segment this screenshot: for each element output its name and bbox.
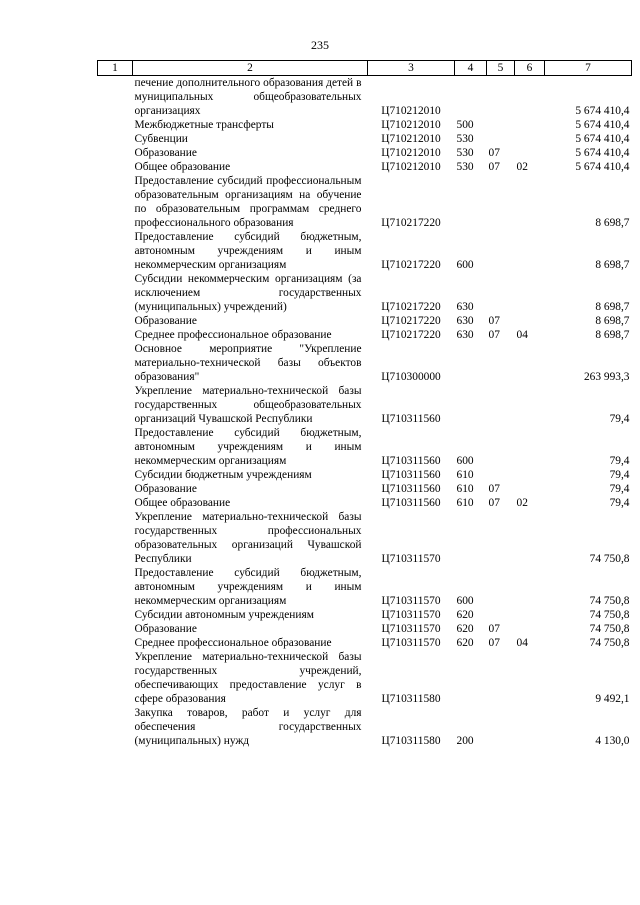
- row-name: Образование: [134, 623, 197, 635]
- budget-table: [97, 60, 632, 748]
- table-body: [98, 76, 632, 749]
- row-target-code: Ц710217220: [381, 329, 441, 341]
- row-expense-type: 630: [456, 301, 474, 313]
- row-amount: 79,4: [609, 497, 630, 509]
- row-amount: 74 750,8: [589, 595, 630, 607]
- row-amount: 79,4: [609, 413, 630, 425]
- row-target-code: Ц710212010: [381, 133, 441, 145]
- row-amount: 8 698,7: [595, 329, 630, 341]
- row-name: Среднее профессиональное образование: [134, 637, 332, 649]
- row-section: [487, 76, 515, 119]
- row-name: Образование: [134, 315, 197, 327]
- row-subsection: [515, 468, 545, 482]
- row-expense-type: [455, 510, 487, 566]
- row-section: 07: [488, 497, 500, 509]
- table-row: [98, 706, 632, 748]
- row-section: 07: [488, 161, 500, 173]
- row-target-code: Ц710212010: [381, 119, 441, 131]
- row-expense-type: 600: [456, 595, 474, 607]
- row-expense-type: 600: [456, 259, 474, 271]
- header-row: [98, 61, 632, 76]
- row-subsection: [515, 230, 545, 272]
- table-row: [98, 566, 632, 608]
- row-number-cell: [98, 384, 133, 426]
- row-subsection: [515, 314, 545, 328]
- row-name: Субсидии автономным учреждениям: [134, 609, 314, 621]
- header-col-6: 6: [515, 61, 545, 76]
- table-row: [98, 636, 632, 650]
- row-number-cell: [98, 650, 133, 706]
- row-name: Предоставление субсидий профессиональным образовательным организациям на обучение по образовательным программам среднего профессионального образования: [134, 175, 362, 229]
- row-section: [487, 118, 515, 132]
- row-section: [487, 566, 515, 608]
- row-subsection: [515, 510, 545, 566]
- row-name: Межбюджетные трансферты: [134, 119, 274, 131]
- row-section: 07: [488, 623, 500, 635]
- row-subsection: [515, 650, 545, 706]
- row-name: Укрепление материально-технической базы государственных учреждений, обеспечивающих предоставление услуг в сфере образования: [134, 651, 362, 705]
- row-number-cell: [98, 314, 133, 328]
- row-section: [487, 706, 515, 748]
- row-section: [487, 650, 515, 706]
- row-amount: 9 492,1: [595, 693, 630, 705]
- row-subsection: [515, 132, 545, 146]
- row-section: 07: [488, 329, 500, 341]
- table-row: [98, 76, 632, 119]
- row-amount: 5 674 410,4: [575, 119, 630, 131]
- header-col-5: 5: [487, 61, 515, 76]
- row-expense-type: 610: [456, 469, 474, 481]
- row-expense-type: 630: [456, 315, 474, 327]
- row-target-code: Ц710311560: [381, 483, 441, 495]
- row-number-cell: [98, 160, 133, 174]
- table-row: [98, 426, 632, 468]
- row-subsection: [515, 174, 545, 230]
- row-expense-type: 530: [456, 133, 474, 145]
- table-row: [98, 622, 632, 636]
- row-expense-type: 630: [456, 329, 474, 341]
- row-section: [487, 272, 515, 314]
- row-expense-type: [455, 76, 487, 119]
- row-number-cell: [98, 118, 133, 132]
- row-target-code: Ц710300000: [381, 371, 441, 383]
- row-amount: 8 698,7: [595, 217, 630, 229]
- row-amount: 8 698,7: [595, 259, 630, 271]
- header-col-2: 2: [133, 61, 368, 76]
- row-target-code: Ц710217220: [381, 259, 441, 271]
- row-amount: 74 750,8: [589, 553, 630, 565]
- table-header: [98, 61, 632, 76]
- table-row: [98, 650, 632, 706]
- row-section: [487, 384, 515, 426]
- row-expense-type: 530: [456, 147, 474, 159]
- row-expense-type: [455, 174, 487, 230]
- row-name: Субсидии некоммерческим организациям (за исключением государственных (муниципальных) учреждений): [134, 273, 362, 313]
- row-section: [487, 426, 515, 468]
- row-amount: 79,4: [609, 469, 630, 481]
- row-amount: 74 750,8: [589, 609, 630, 621]
- row-target-code: Ц710217220: [381, 315, 441, 327]
- row-section: [487, 468, 515, 482]
- table-row: [98, 468, 632, 482]
- row-target-code: Ц710311580: [381, 693, 441, 705]
- row-subsection: 04: [516, 329, 528, 341]
- row-target-code: Ц710311570: [381, 595, 441, 607]
- row-section: 07: [488, 315, 500, 327]
- row-section: [487, 510, 515, 566]
- row-expense-type: 200: [456, 735, 474, 747]
- row-subsection: [515, 608, 545, 622]
- table-row: [98, 314, 632, 328]
- row-expense-type: [455, 342, 487, 384]
- row-number-cell: [98, 76, 133, 119]
- row-expense-type: 620: [456, 623, 474, 635]
- row-expense-type: [455, 650, 487, 706]
- row-expense-type: 610: [456, 483, 474, 495]
- row-name: печение дополнительного образования детей в муниципальных общеобразовательных организациях: [134, 77, 362, 117]
- table-row: [98, 160, 632, 174]
- row-expense-type: 610: [456, 497, 474, 509]
- row-section: 07: [488, 147, 500, 159]
- row-name: Субвенции: [134, 133, 188, 145]
- row-target-code: Ц710212010: [381, 161, 441, 173]
- row-target-code: Ц710311560: [381, 455, 441, 467]
- row-name: Укрепление материально-технической базы государственных общеобразовательных организаций Чувашской Республики: [134, 385, 362, 425]
- table-row: [98, 132, 632, 146]
- header-col-4: 4: [455, 61, 487, 76]
- row-number-cell: [98, 468, 133, 482]
- row-name: Субсидии бюджетным учреждениям: [134, 469, 312, 481]
- row-number-cell: [98, 426, 133, 468]
- row-number-cell: [98, 636, 133, 650]
- row-target-code: Ц710217220: [381, 301, 441, 313]
- row-number-cell: [98, 482, 133, 496]
- row-expense-type: [455, 384, 487, 426]
- row-amount: 74 750,8: [589, 637, 630, 649]
- row-amount: 8 698,7: [595, 301, 630, 313]
- row-amount: 263 993,3: [583, 371, 630, 383]
- row-expense-type: 620: [456, 637, 474, 649]
- row-name: Укрепление материально-технической базы государственных профессиональных образовательных организаций Чувашской Республики: [134, 511, 362, 565]
- row-target-code: Ц710217220: [381, 217, 441, 229]
- row-target-code: Ц710311560: [381, 497, 441, 509]
- row-number-cell: [98, 174, 133, 230]
- row-subsection: [515, 426, 545, 468]
- row-number-cell: [98, 706, 133, 748]
- row-subsection: 02: [516, 161, 528, 173]
- row-amount: 79,4: [609, 455, 630, 467]
- row-amount: 74 750,8: [589, 623, 630, 635]
- row-number-cell: [98, 566, 133, 608]
- page-number: 235: [311, 38, 329, 52]
- row-section: 07: [488, 483, 500, 495]
- row-name: Образование: [134, 147, 197, 159]
- header-col-7: 7: [545, 61, 632, 76]
- table-row: [98, 482, 632, 496]
- table-row: [98, 510, 632, 566]
- row-subsection: [515, 706, 545, 748]
- row-number-cell: [98, 328, 133, 342]
- row-number-cell: [98, 496, 133, 510]
- row-number-cell: [98, 230, 133, 272]
- table-row: [98, 272, 632, 314]
- row-section: [487, 174, 515, 230]
- row-section: [487, 342, 515, 384]
- row-section: 07: [488, 637, 500, 649]
- row-subsection: 02: [516, 497, 528, 509]
- table-row: [98, 174, 632, 230]
- row-section: [487, 608, 515, 622]
- row-subsection: [515, 342, 545, 384]
- header-col-3: 3: [368, 61, 455, 76]
- row-amount: 4 130,0: [595, 735, 630, 747]
- row-amount: 5 674 410,4: [575, 105, 630, 117]
- row-amount: 79,4: [609, 483, 630, 495]
- row-name: Предоставление субсидий бюджетным, автономным учреждениям и иным некоммерческим организациям: [134, 427, 362, 467]
- row-subsection: [515, 482, 545, 496]
- row-name: Образование: [134, 483, 197, 495]
- table-row: [98, 608, 632, 622]
- row-section: [487, 230, 515, 272]
- header-col-1: 1: [98, 61, 133, 76]
- table-row: [98, 230, 632, 272]
- row-amount: 5 674 410,4: [575, 133, 630, 145]
- row-name: Предоставление субсидий бюджетным, автономным учреждениям и иным некоммерческим организациям: [134, 231, 362, 271]
- table-row: [98, 342, 632, 384]
- row-target-code: Ц710311570: [381, 609, 441, 621]
- row-target-code: Ц710212010: [381, 105, 441, 117]
- row-name: Закупка товаров, работ и услуг для обеспечения государственных (муниципальных) нужд: [134, 707, 362, 747]
- row-target-code: Ц710311570: [381, 553, 441, 565]
- row-target-code: Ц710311570: [381, 623, 441, 635]
- row-expense-type: 620: [456, 609, 474, 621]
- row-number-cell: [98, 272, 133, 314]
- table-row: [98, 328, 632, 342]
- row-target-code: Ц710212010: [381, 147, 441, 159]
- table-row: [98, 384, 632, 426]
- row-subsection: 04: [516, 637, 528, 649]
- row-target-code: Ц710311580: [381, 735, 441, 747]
- table-row: [98, 118, 632, 132]
- row-amount: 5 674 410,4: [575, 161, 630, 173]
- row-number-cell: [98, 146, 133, 160]
- row-subsection: [515, 118, 545, 132]
- row-expense-type: 600: [456, 455, 474, 467]
- row-subsection: [515, 566, 545, 608]
- row-number-cell: [98, 622, 133, 636]
- row-target-code: Ц710311570: [381, 637, 441, 649]
- row-number-cell: [98, 510, 133, 566]
- row-name: Общее образование: [134, 497, 231, 509]
- row-name: Общее образование: [134, 161, 231, 173]
- row-target-code: Ц710311560: [381, 413, 441, 425]
- table-row: [98, 146, 632, 160]
- row-expense-type: 500: [456, 119, 474, 131]
- row-name: Среднее профессиональное образование: [134, 329, 332, 341]
- row-subsection: [515, 384, 545, 426]
- row-subsection: [515, 146, 545, 160]
- row-number-cell: [98, 132, 133, 146]
- row-amount: 8 698,7: [595, 315, 630, 327]
- row-subsection: [515, 76, 545, 119]
- row-amount: 5 674 410,4: [575, 147, 630, 159]
- row-target-code: Ц710311560: [381, 469, 441, 481]
- row-subsection: [515, 622, 545, 636]
- row-number-cell: [98, 608, 133, 622]
- table-row: [98, 496, 632, 510]
- row-name: Основное мероприятие "Укрепление материально-технической базы объектов образования": [134, 343, 362, 383]
- row-expense-type: 530: [456, 161, 474, 173]
- row-section: [487, 132, 515, 146]
- row-number-cell: [98, 342, 133, 384]
- row-subsection: [515, 272, 545, 314]
- row-name: Предоставление субсидий бюджетным, автономным учреждениям и иным некоммерческим организациям: [134, 567, 362, 607]
